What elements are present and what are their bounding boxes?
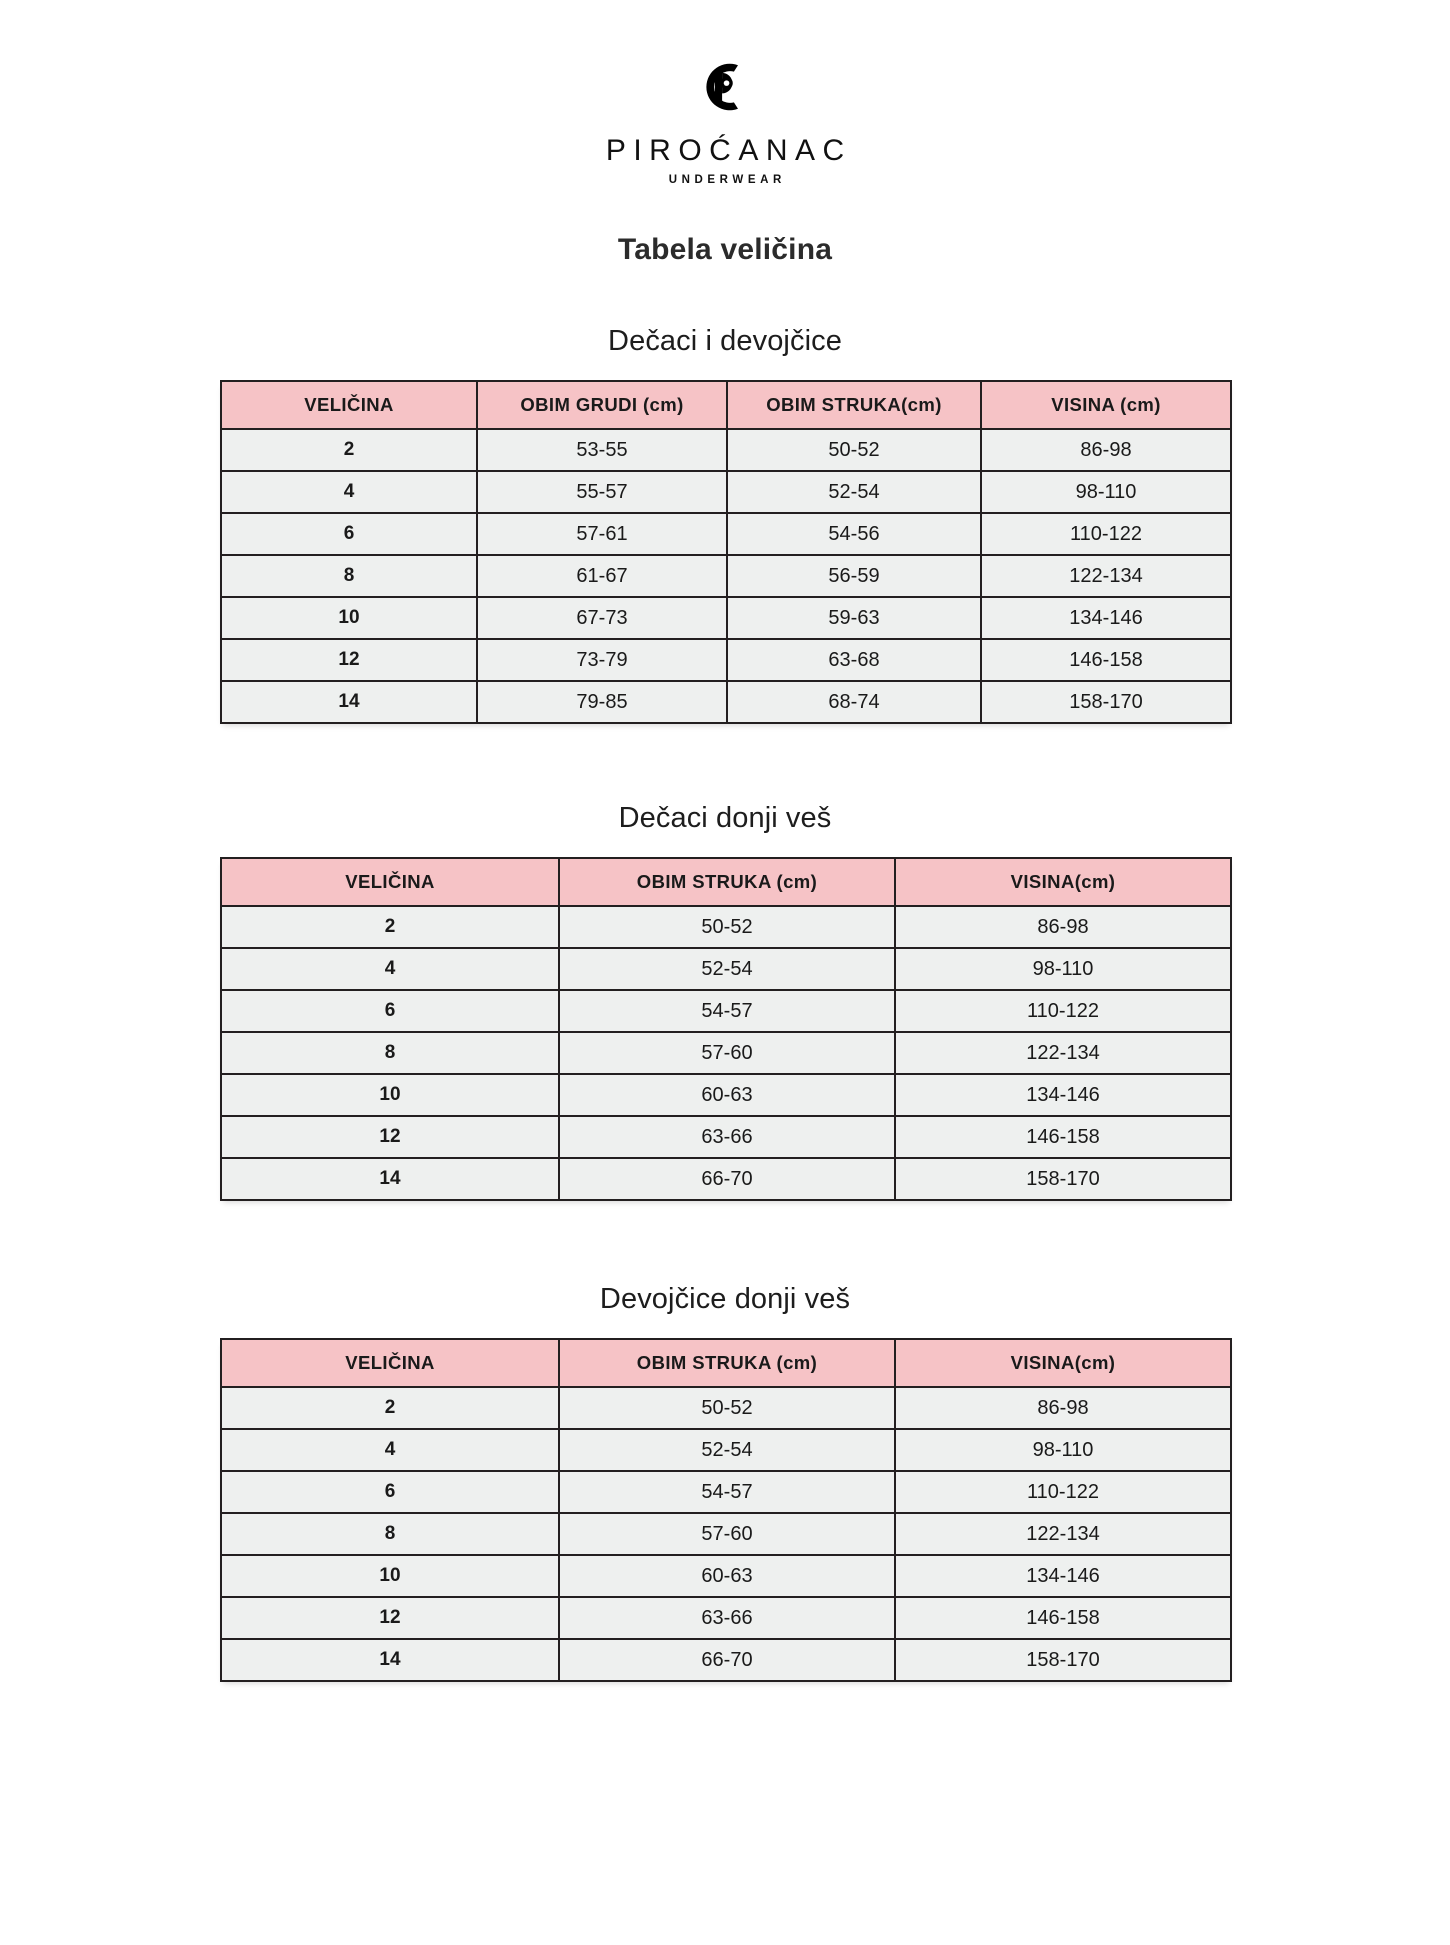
table-row <box>221 990 1231 1032</box>
table-header-row <box>221 858 1231 906</box>
column-header-obim-struka: OBIM STRUKA(cm) <box>727 381 981 429</box>
cell-visina: 134-146 <box>895 1555 1231 1597</box>
cell-velicina: 12 <box>221 1116 559 1158</box>
cell-obim-grudi: 79-85 <box>477 681 727 723</box>
cell-velicina: 12 <box>221 1597 559 1639</box>
table-container <box>220 1338 1230 1682</box>
brand-name: PIROĆANAC <box>605 134 852 167</box>
column-header-obim-grudi: OBIM GRUDI (cm) <box>477 381 727 429</box>
size-table-devojcice-donji-ves <box>220 1338 1232 1682</box>
cell-velicina: 8 <box>221 1513 559 1555</box>
cell-obim-struka: 50-52 <box>559 906 895 948</box>
cell-obim-struka: 66-70 <box>559 1639 895 1681</box>
cell-visina: 146-158 <box>895 1597 1231 1639</box>
cell-obim-grudi: 73-79 <box>477 639 727 681</box>
cell-obim-grudi: 55-57 <box>477 471 727 513</box>
table-row <box>221 948 1231 990</box>
table-row <box>221 513 1231 555</box>
brand-tagline: UNDERWEAR <box>668 174 786 186</box>
cell-visina: 98-110 <box>981 471 1231 513</box>
cell-velicina: 2 <box>221 429 477 471</box>
table-row <box>221 681 1231 723</box>
table-row <box>221 1032 1231 1074</box>
cell-visina: 158-170 <box>981 681 1231 723</box>
cell-obim-grudi: 53-55 <box>477 429 727 471</box>
cell-obim-struka: 50-52 <box>727 429 981 471</box>
cell-visina: 146-158 <box>895 1116 1231 1158</box>
cell-obim-struka: 57-60 <box>559 1032 895 1074</box>
cell-visina: 98-110 <box>895 1429 1231 1471</box>
table-container <box>220 380 1230 724</box>
cell-velicina: 2 <box>221 1387 559 1429</box>
section-devojcice-donji-ves <box>0 1283 1450 1682</box>
table-row <box>221 1471 1231 1513</box>
table-row <box>221 906 1231 948</box>
cell-visina: 110-122 <box>895 1471 1231 1513</box>
cell-velicina: 14 <box>221 1158 559 1200</box>
table-row <box>221 1555 1231 1597</box>
table-row <box>221 1597 1231 1639</box>
cell-obim-struka: 52-54 <box>559 948 895 990</box>
cell-velicina: 2 <box>221 906 559 948</box>
column-header-visina: VISINA(cm) <box>895 858 1231 906</box>
cell-obim-struka: 54-57 <box>559 1471 895 1513</box>
brand-logo <box>0 0 1450 187</box>
cell-obim-struka: 52-54 <box>559 1429 895 1471</box>
cell-velicina: 10 <box>221 1555 559 1597</box>
column-header-velicina: VELIČINA <box>221 381 477 429</box>
cell-obim-struka: 50-52 <box>559 1387 895 1429</box>
table-row <box>221 1513 1231 1555</box>
cell-velicina: 6 <box>221 1471 559 1513</box>
table-row <box>221 1429 1231 1471</box>
column-header-visina: VISINA (cm) <box>981 381 1231 429</box>
cell-obim-struka: 63-68 <box>727 639 981 681</box>
cell-obim-grudi: 67-73 <box>477 597 727 639</box>
section-title: Dečaci donji veš <box>618 801 832 834</box>
cell-velicina: 10 <box>221 1074 559 1116</box>
cell-visina: 122-134 <box>895 1032 1231 1074</box>
table-row <box>221 1074 1231 1116</box>
table-container <box>220 857 1230 1201</box>
table-row <box>221 555 1231 597</box>
cell-visina: 134-146 <box>895 1074 1231 1116</box>
table-row <box>221 471 1231 513</box>
cell-visina: 146-158 <box>981 639 1231 681</box>
size-table-decaci-i-devojcice <box>220 380 1232 724</box>
cell-obim-grudi: 57-61 <box>477 513 727 555</box>
cell-velicina: 8 <box>221 555 477 597</box>
table-header-row <box>221 381 1231 429</box>
section-title: Dečaci i devojčice <box>608 324 842 357</box>
cell-visina: 110-122 <box>895 990 1231 1032</box>
size-table-decaci-donji-ves <box>220 857 1232 1201</box>
cell-visina: 110-122 <box>981 513 1231 555</box>
column-header-velicina: VELIČINA <box>221 1339 559 1387</box>
cell-velicina: 4 <box>221 948 559 990</box>
cell-obim-struka: 60-63 <box>559 1555 895 1597</box>
section-decaci-donji-ves <box>0 802 1450 1201</box>
table-row <box>221 429 1231 471</box>
cell-velicina: 6 <box>221 513 477 555</box>
cell-visina: 86-98 <box>895 1387 1231 1429</box>
cell-visina: 158-170 <box>895 1158 1231 1200</box>
cell-obim-struka: 56-59 <box>727 555 981 597</box>
column-header-velicina: VELIČINA <box>221 858 559 906</box>
cell-obim-struka: 66-70 <box>559 1158 895 1200</box>
page-title: Tabela veličina <box>617 232 833 266</box>
cell-velicina: 14 <box>221 681 477 723</box>
cell-velicina: 14 <box>221 1639 559 1681</box>
cell-obim-struka: 63-66 <box>559 1116 895 1158</box>
cell-visina: 122-134 <box>895 1513 1231 1555</box>
cell-obim-struka: 54-57 <box>559 990 895 1032</box>
cell-visina: 134-146 <box>981 597 1231 639</box>
cell-visina: 86-98 <box>981 429 1231 471</box>
cell-obim-struka: 54-56 <box>727 513 981 555</box>
table-row <box>221 1158 1231 1200</box>
cell-velicina: 8 <box>221 1032 559 1074</box>
cell-visina: 98-110 <box>895 948 1231 990</box>
pirocanac-monogram-icon <box>694 56 756 118</box>
cell-obim-struka: 63-66 <box>559 1597 895 1639</box>
section-title: Devojčice donji veš <box>599 1282 851 1315</box>
cell-obim-grudi: 61-67 <box>477 555 727 597</box>
cell-visina: 122-134 <box>981 555 1231 597</box>
cell-visina: 86-98 <box>895 906 1231 948</box>
cell-obim-struka: 52-54 <box>727 471 981 513</box>
cell-velicina: 10 <box>221 597 477 639</box>
column-header-obim-struka: OBIM STRUKA (cm) <box>559 858 895 906</box>
cell-obim-struka: 68-74 <box>727 681 981 723</box>
cell-velicina: 4 <box>221 1429 559 1471</box>
table-row <box>221 1387 1231 1429</box>
cell-obim-struka: 60-63 <box>559 1074 895 1116</box>
column-header-visina: VISINA(cm) <box>895 1339 1231 1387</box>
table-row <box>221 1639 1231 1681</box>
cell-velicina: 4 <box>221 471 477 513</box>
cell-velicina: 12 <box>221 639 477 681</box>
column-header-obim-struka: OBIM STRUKA (cm) <box>559 1339 895 1387</box>
cell-visina: 158-170 <box>895 1639 1231 1681</box>
table-row <box>221 1116 1231 1158</box>
cell-obim-struka: 57-60 <box>559 1513 895 1555</box>
table-row <box>221 639 1231 681</box>
cell-velicina: 6 <box>221 990 559 1032</box>
table-row <box>221 597 1231 639</box>
cell-obim-struka: 59-63 <box>727 597 981 639</box>
table-header-row <box>221 1339 1231 1387</box>
section-decaci-i-devojcice <box>0 325 1450 724</box>
